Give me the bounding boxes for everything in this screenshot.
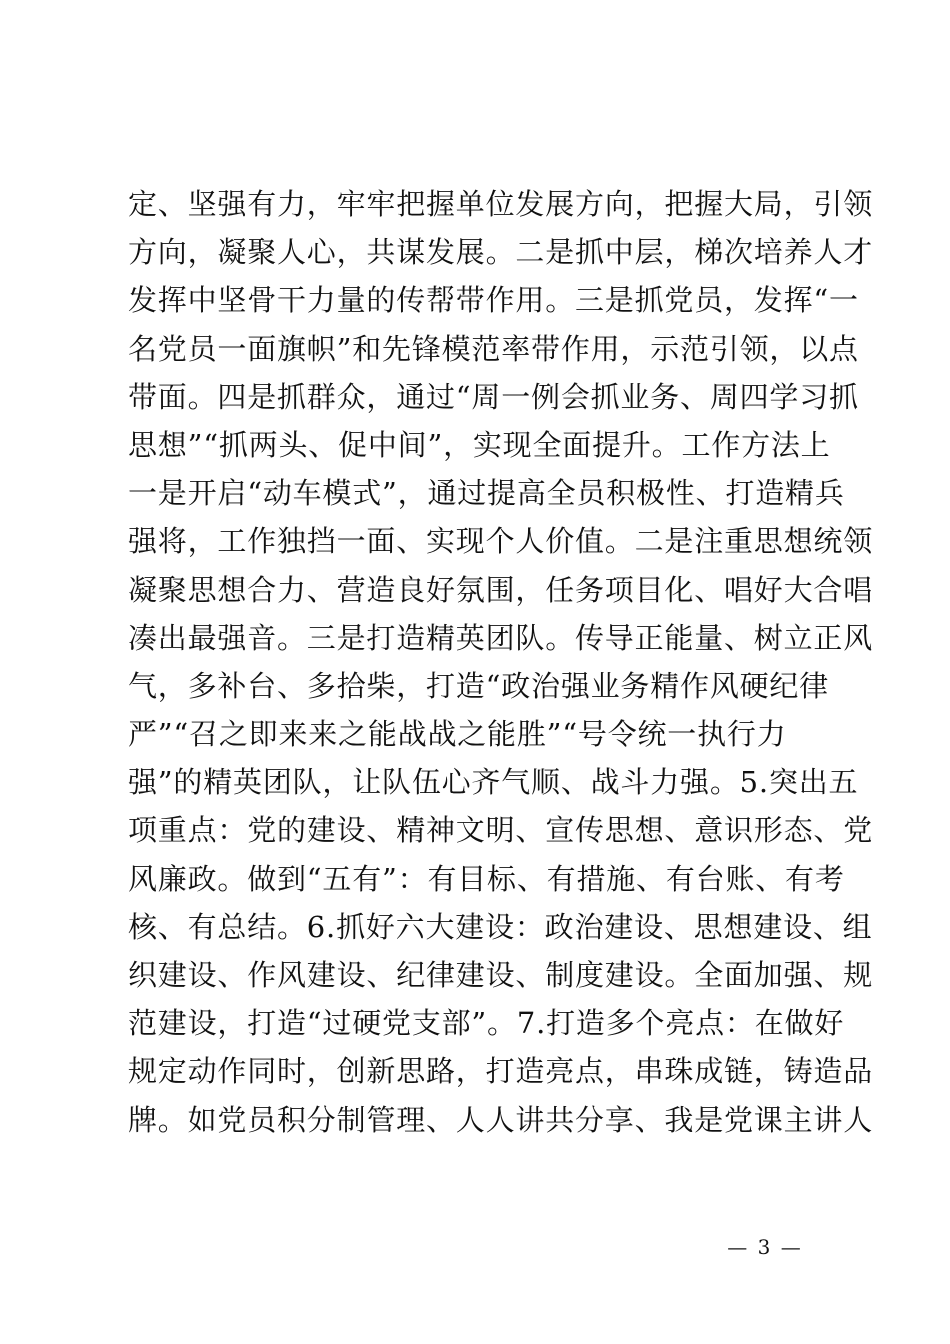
text-line: 风廉政。做到“五有”：有目标、有措施、有台账、有考 xyxy=(128,861,845,896)
text-line: 方向，凝聚人心，共谋发展。二是抓中层，梯次培养人才 xyxy=(128,235,874,270)
text-line: 定、坚强有力，牢牢把握单位发展方向，把握大局，引领 xyxy=(128,187,874,221)
text-line: 一是开启“动车模式”，通过提高全员积极性、打造精兵 xyxy=(128,476,845,511)
text-line: 规定动作同时，创新思路，打造亮点，串珠成链，铸造品 xyxy=(128,1054,874,1089)
text-line: 强将，工作独挡一面、实现个人价值。二是注重思想统领 xyxy=(128,524,874,559)
text-line: 思想”“抓两头、促中间”，实现全面提升。工作方法上 xyxy=(128,427,831,462)
text-line: 织建设、作风建设、纪律建设、制度建设。全面加强、规 xyxy=(128,958,874,992)
text-line: 名党员一面旗帜”和先锋模范率带作用，示范引领，以点 xyxy=(128,331,859,366)
text-line: 严”“召之即来来之能战战之能胜”“号令统一执行力 xyxy=(128,717,787,752)
text-line: 范建设，打造“过硬党支部”。7.打造多个亮点：在做好 xyxy=(128,1006,845,1041)
text-line: 核、有总结。6.抓好六大建设：政治建设、思想建设、组 xyxy=(128,909,873,944)
text-line: 带面。四是抓群众，通过“周一例会抓业务、周四学习抓 xyxy=(128,379,859,414)
text-line: 强”的精英团队，让队伍心齐气顺、战斗力强。5.突出五 xyxy=(128,765,859,800)
text-line: 牌。如党员积分制管理、人人讲共分享、我是党课主讲人 xyxy=(128,1102,874,1137)
body-text xyxy=(128,180,874,1144)
page-number: — 3 — xyxy=(727,1235,803,1259)
text-line: 凑出最强音。三是打造精英团队。传导正能量、树立正风 xyxy=(128,620,874,655)
text-line: 发挥中坚骨干力量的传帮带作用。三是抓党员，发挥“一 xyxy=(128,283,859,318)
text-line: 凝聚思想合力、营造良好氛围，任务项目化、唱好大合唱 xyxy=(128,572,874,607)
text-line: 气，多补台、多拾柴，打造“政治强业务精作风硬纪律 xyxy=(128,668,830,703)
text-line: 项重点：党的建设、精神文明、宣传思想、意识形态、党 xyxy=(128,813,874,848)
